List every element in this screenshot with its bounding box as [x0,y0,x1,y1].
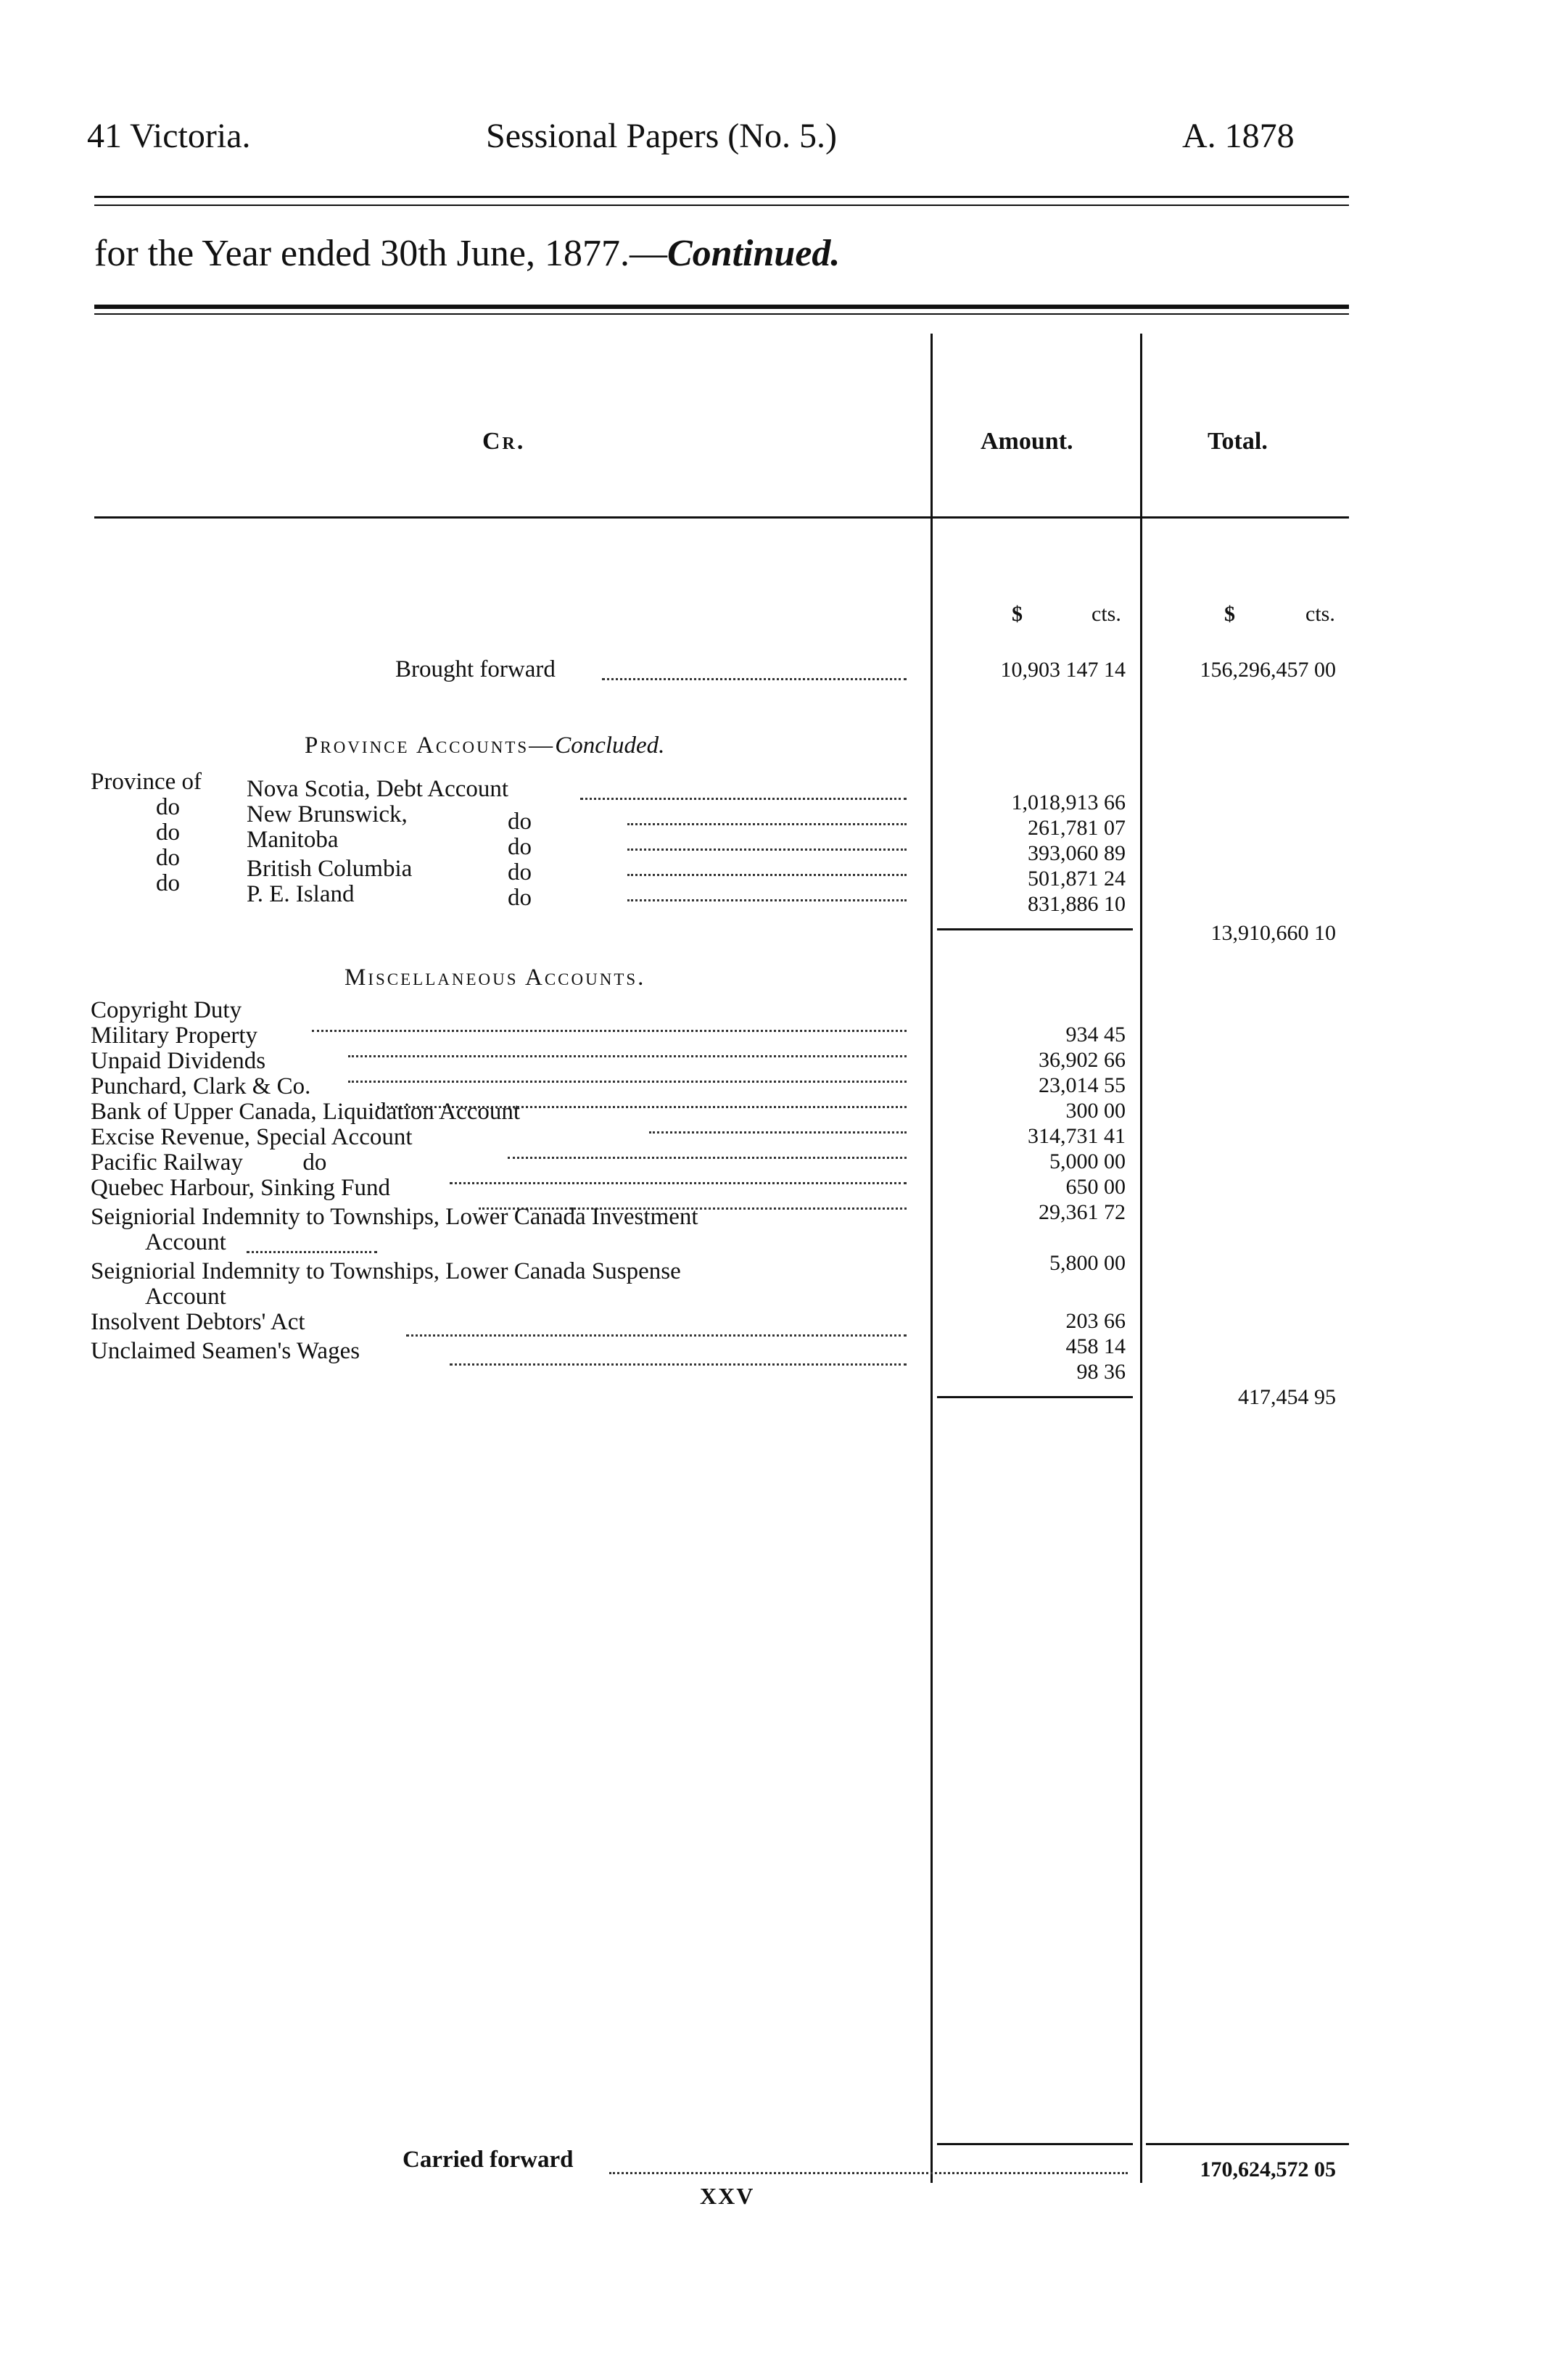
leader-dots [609,2172,1128,2174]
column-header-rule [94,516,1349,519]
province-row-ditto: do [508,859,532,885]
province-heading [305,732,664,759]
misc-row-amount: 314,731 41 [1028,1124,1126,1148]
leader-dots [580,798,907,800]
misc-row-label: Copyright Duty [91,997,242,1023]
leader-dots [247,1251,377,1253]
misc-row-label: Pacific Railway do [91,1149,327,1176]
misc-row-label: Seigniorial Indemnity to Townships, Lower Canada Investment [91,1204,698,1230]
province-row-amount: 261,781 07 [1028,816,1126,840]
leader-dots [627,899,907,901]
misc-subtotal-rule [937,1396,1133,1398]
misc-row-amount: 23,014 55 [1039,1073,1126,1097]
leader-dots [450,1182,907,1184]
misc-heading: Miscellaneous Accounts. [344,965,646,991]
province-row-amount: 831,886 10 [1028,892,1126,916]
misc-row-label-cont: Account [145,1229,226,1255]
leader-dots [649,1131,907,1134]
misc-row-amount: 5,800 00 [1049,1251,1126,1275]
amount-cts-label: cts. [1092,602,1121,626]
page-subtitle [94,232,840,275]
province-row-amount: 1,018,913 66 [1011,790,1126,814]
table-top-rule [94,305,1349,309]
header-center: Sessional Papers (No. 5.) [486,117,837,155]
province-row-label: P. E. Island [247,881,355,907]
column-header-amount: Amount. [981,428,1073,455]
province-heading-text: Province Accounts— [305,732,556,759]
province-row-prefix: do [156,794,180,820]
subtitle-text: for the Year ended 30th June, 1877.— [94,233,667,274]
misc-row-label-cont: Account [145,1284,226,1310]
misc-row-label: Insolvent Debtors' Act [91,1309,305,1335]
column-header-cr: Cr. [482,428,526,455]
province-row-amount: 393,060 89 [1028,841,1126,865]
province-row-prefix: Province of [91,769,202,795]
brought-forward-total: 156,296,457 00 [1200,658,1336,682]
misc-row-amount: 300 00 [1065,1099,1126,1123]
province-row-label: Nova Scotia, Debt Account [247,776,509,802]
province-row-ditto: do [508,885,532,911]
misc-row-label: Bank of Upper Canada, Liquidation Account [91,1099,521,1125]
total-cts-label: cts. [1305,602,1335,626]
misc-row-amount: 458 14 [1065,1334,1126,1358]
province-heading-italic: Concluded. [555,732,665,759]
misc-row-amount: 934 45 [1065,1023,1126,1046]
leader-dots [406,1334,907,1337]
misc-row-label: Quebec Harbour, Sinking Fund [91,1175,390,1201]
province-row-label: New Brunswick, [247,801,408,827]
header-rule-top [94,196,1349,198]
brought-forward-amount: 10,903 147 14 [1000,658,1126,682]
misc-row-amount: 29,361 72 [1039,1200,1126,1224]
misc-row-amount: 98 36 [1076,1360,1126,1384]
subtitle-continued: Continued. [667,233,841,274]
leader-dots [348,1081,907,1083]
column-header-total: Total. [1208,428,1268,455]
leader-dots [348,1055,907,1057]
carried-forward-label: Carried forward [403,2147,574,2173]
misc-row-label: Military Property [91,1023,258,1049]
carried-total-rule [1146,2143,1349,2145]
province-row-label: Manitoba [247,827,339,853]
misc-row-label: Unclaimed Seamen's Wages [91,1338,360,1364]
table-top-rule-thin [94,313,1349,315]
province-row-label: British Columbia [247,856,413,882]
province-row-prefix: do [156,819,180,846]
misc-row-amount: 5,000 00 [1049,1149,1126,1173]
page-number: XXV [700,2183,755,2209]
misc-row-label: Unpaid Dividends [91,1048,266,1074]
header-rule-bottom [94,205,1349,206]
province-total: 13,910,660 10 [1210,921,1336,945]
carried-amount-rule [937,2143,1133,2145]
header-right: A. 1878 [1182,117,1295,155]
amount-column-left-border [931,334,933,2183]
total-dollar-label: $ [1224,602,1235,626]
province-row-prefix: do [156,870,180,896]
misc-row-label: Excise Revenue, Special Account [91,1124,413,1150]
province-row-amount: 501,871 24 [1028,867,1126,891]
misc-row-label: Seigniorial Indemnity to Townships, Lower Canada Suspense [91,1258,681,1284]
leader-dots [627,823,907,825]
leader-dots [508,1157,907,1159]
amount-column-right-border [1140,334,1142,2183]
carried-forward-total: 170,624,572 05 [1200,2158,1336,2181]
leader-dots [312,1030,907,1032]
misc-row-amount: 203 66 [1065,1309,1126,1333]
misc-total: 417,454 95 [1238,1385,1336,1409]
leader-dots [627,849,907,851]
province-row-ditto: do [508,834,532,860]
misc-row-label: Punchard, Clark & Co. [91,1073,311,1099]
misc-row-amount: 650 00 [1065,1175,1126,1199]
province-row-prefix: do [156,845,180,871]
amount-dollar-label: $ [1012,602,1023,626]
misc-row-amount: 36,902 66 [1039,1048,1126,1072]
leader-dots [627,874,907,876]
province-subtotal-rule [937,928,1133,930]
leader-dots [602,678,907,680]
province-row-ditto: do [508,809,532,835]
leader-dots [450,1363,907,1366]
header-left: 41 Victoria. [87,117,251,155]
brought-forward-label: Brought forward [395,656,556,682]
